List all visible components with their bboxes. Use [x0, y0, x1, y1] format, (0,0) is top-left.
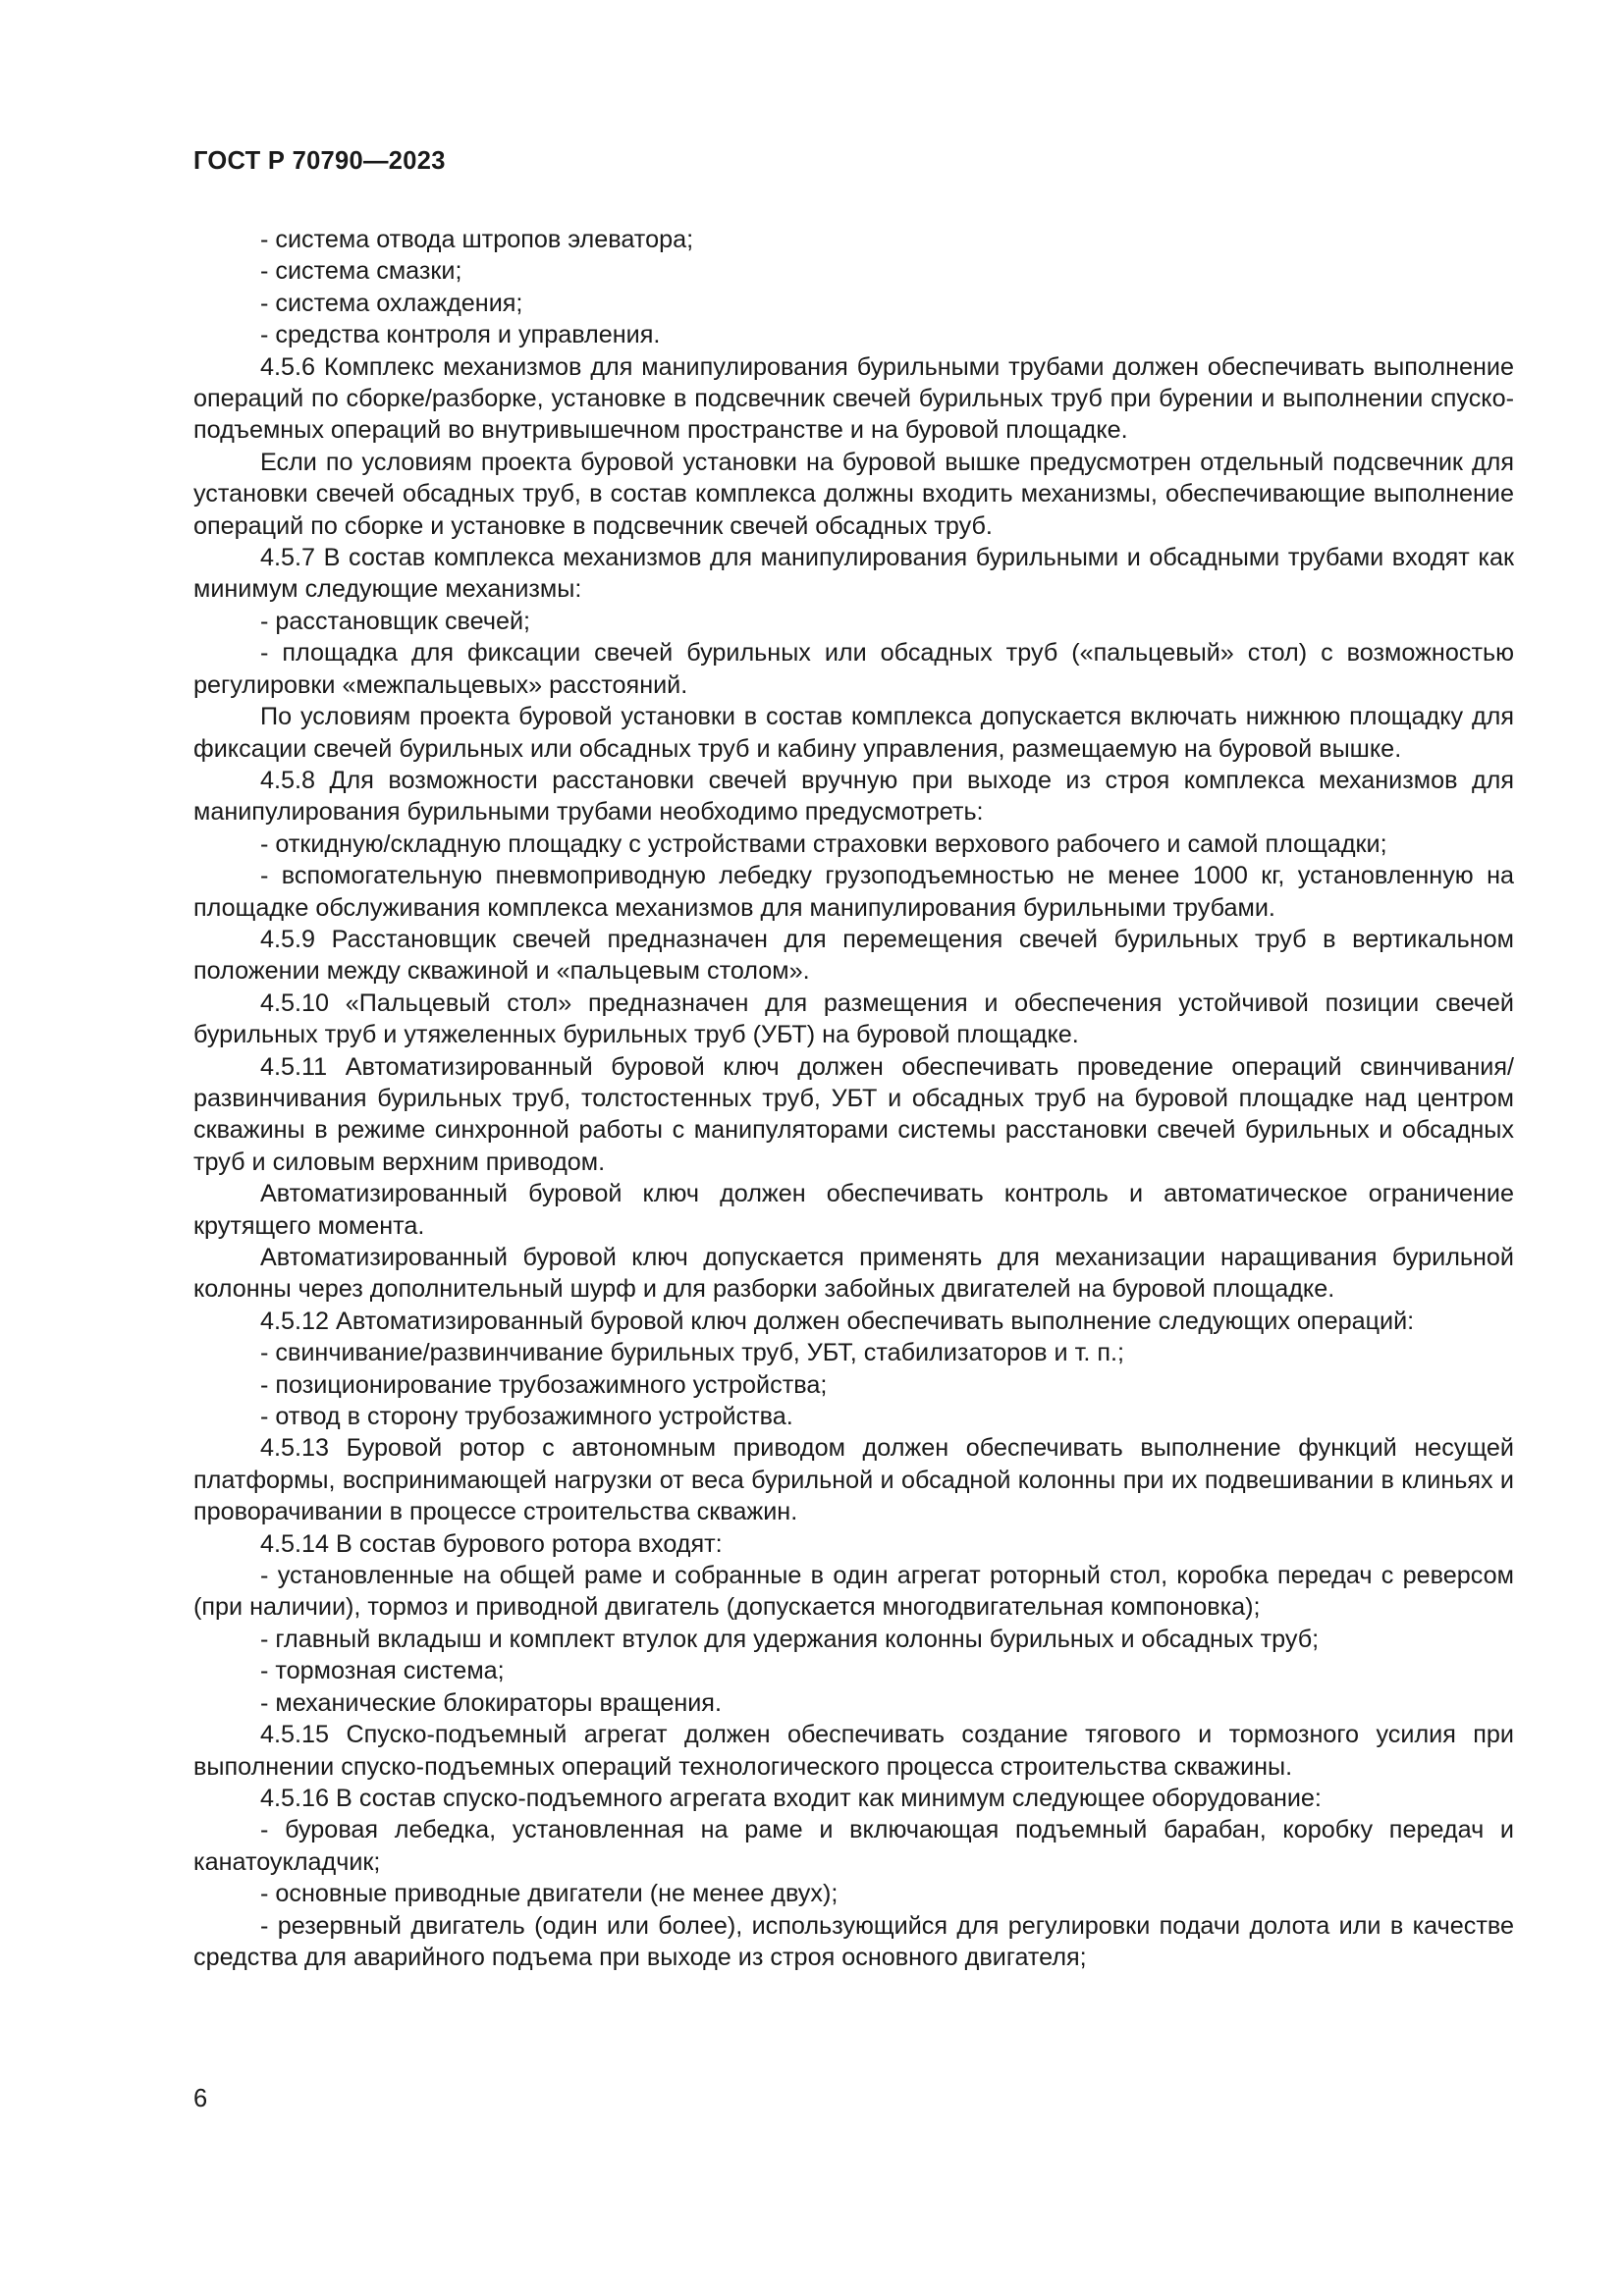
paragraph: - отвод в сторону трубозажимного устройства.: [260, 1403, 793, 1431]
paragraph: - механические блокираторы вращения.: [260, 1688, 722, 1717]
paragraph: - расстановщик свечей;: [260, 607, 531, 635]
paragraph: 4.5.11 Автоматизированный буровой ключ должен обеспечивать проведение операций свинчивания/развинчивания бурильных труб, толстостенных труб, УБТ и обсадных труб на буровой площадке над центром скважины в режиме синхронной работы с манипуляторами системы расстановки свечей бурильных и обсадных труб и силовым верхним приводом.: [193, 1052, 1514, 1176]
paragraph: - откидную/складную площадку с устройствами страховки верхового рабочего и самой площадки;: [260, 829, 1387, 858]
paragraph: - тормозная система;: [260, 1657, 505, 1685]
paragraph: - основные приводные двигатели (не менее двух);: [260, 1880, 839, 1908]
paragraph: - буровая лебедка, установленная на раме и включающая подъемный барабан, коробку передач и канатоукладчик;: [193, 1816, 1514, 1876]
paragraph: 4.5.10 «Пальцевый стол» предназначен для размещения и обеспечения устойчивой позиции свечей бурильных труб и утяжеленных бурильных труб (УБТ) на буровой площадке.: [193, 988, 1514, 1049]
paragraph: 4.5.8 Для возможности расстановки свечей вручную при выходе из строя комплекса механизмов для манипулирования бурильными трубами необходимо предусмотреть:: [193, 766, 1514, 827]
document-body: [193, 224, 1514, 1973]
paragraph: - установленные на общей раме и собранные в один агрегат роторный стол, коробка передач с реверсом (при наличии), тормоз и приводной двигатель (допускается многодвигательная компоновка);: [193, 1562, 1514, 1622]
paragraph: - свинчивание/развинчивание бурильных труб, УБТ, стабилизаторов и т. п.;: [260, 1339, 1124, 1367]
page-number: 6: [193, 2085, 208, 2112]
paragraph: - средства контроля и управления.: [260, 321, 661, 349]
paragraph: 4.5.16 В состав спуско-подъемного агрегата входит как минимум следующее оборудование:: [260, 1784, 1322, 1812]
document-header: ГОСТ Р 70790—2023: [193, 147, 446, 175]
paragraph: 4.5.9 Расстановщик свечей предназначен для перемещения свечей бурильных труб в вертикальном положении между скважиной и «пальцевым столом».: [193, 925, 1514, 986]
paragraph: 4.5.15 Спуско-подъемный агрегат должен обеспечивать создание тягового и тормозного усилия при выполнении спуско-подъемных операций технологического процесса строительства скважины.: [193, 1721, 1514, 1781]
paragraph: - система смазки;: [260, 257, 462, 286]
paragraph: - система отвода штропов элеватора;: [260, 226, 694, 253]
paragraph: По условиям проекта буровой установки в состав комплекса допускается включать нижнюю площадку для фиксации свечей бурильных или обсадных труб и кабину управления, размещаемую на буровой вышке.: [193, 703, 1514, 763]
paragraph: - резервный двигатель (один или более), использующийся для регулировки подачи долота или в качестве средства для аварийного подъема при выходе из строя основного двигателя;: [193, 1911, 1514, 1971]
paragraph: Автоматизированный буровой ключ допускается применять для механизации наращивания бурильной колонны через дополнительный шурф и для разборки забойных двигателей на буровой площадке.: [193, 1244, 1514, 1304]
paragraph: 4.5.12 Автоматизированный буровой ключ должен обеспечивать выполнение следующих операций:: [260, 1307, 1415, 1335]
paragraph: 4.5.13 Буровой ротор с автономным приводом должен обеспечивать выполнение функций несущей платформы, воспринимающей нагрузки от веса бурильной и обсадной колонны при их подвешивании в клиньях и проворачивании в процессе строительства скважин.: [193, 1434, 1514, 1526]
paragraph: 4.5.6 Комплекс механизмов для манипулирования бурильными трубами должен обеспечивать выполнение операций по сборке/разборке, установке в подсвечник свечей бурильных труб при бурении и выполнении спуско-подъемных операций во внутривышечном пространстве и на буровой площадке.: [193, 352, 1514, 445]
paragraph: - вспомогательную пневмоприводную лебедку грузоподъемностью не менее 1000 кг, установленную на площадке обслуживания комплекса механизмов для манипулирования бурильными трубами.: [193, 862, 1514, 922]
paragraph: 4.5.7 В состав комплекса механизмов для манипулирования бурильными и обсадными трубами входят как минимум следующие механизмы:: [193, 544, 1514, 604]
paragraph: Если по условиям проекта буровой установки на буровой вышке предусмотрен отдельный подсвечник для установки свечей обсадных труб, в состав комплекса должны входить механизмы, обеспечивающие выполнение операций по сборке и установке в подсвечник свечей обсадных труб.: [193, 448, 1514, 540]
paragraph: - главный вкладыш и комплект втулок для удержания колонны бурильных и обсадных труб;: [260, 1625, 1320, 1653]
paragraph: Автоматизированный буровой ключ должен обеспечивать контроль и автоматическое ограничение крутящего момента.: [193, 1180, 1514, 1240]
paragraph: - площадка для фиксации свечей бурильных или обсадных труб («пальцевый» стол) с возможностью регулировки «межпальцевых» расстояний.: [193, 639, 1514, 699]
paragraph: - позиционирование трубозажимного устройства;: [260, 1370, 828, 1399]
paragraph: 4.5.14 В состав бурового ротора входят:: [260, 1529, 723, 1558]
paragraph: - система охлаждения;: [260, 289, 523, 317]
